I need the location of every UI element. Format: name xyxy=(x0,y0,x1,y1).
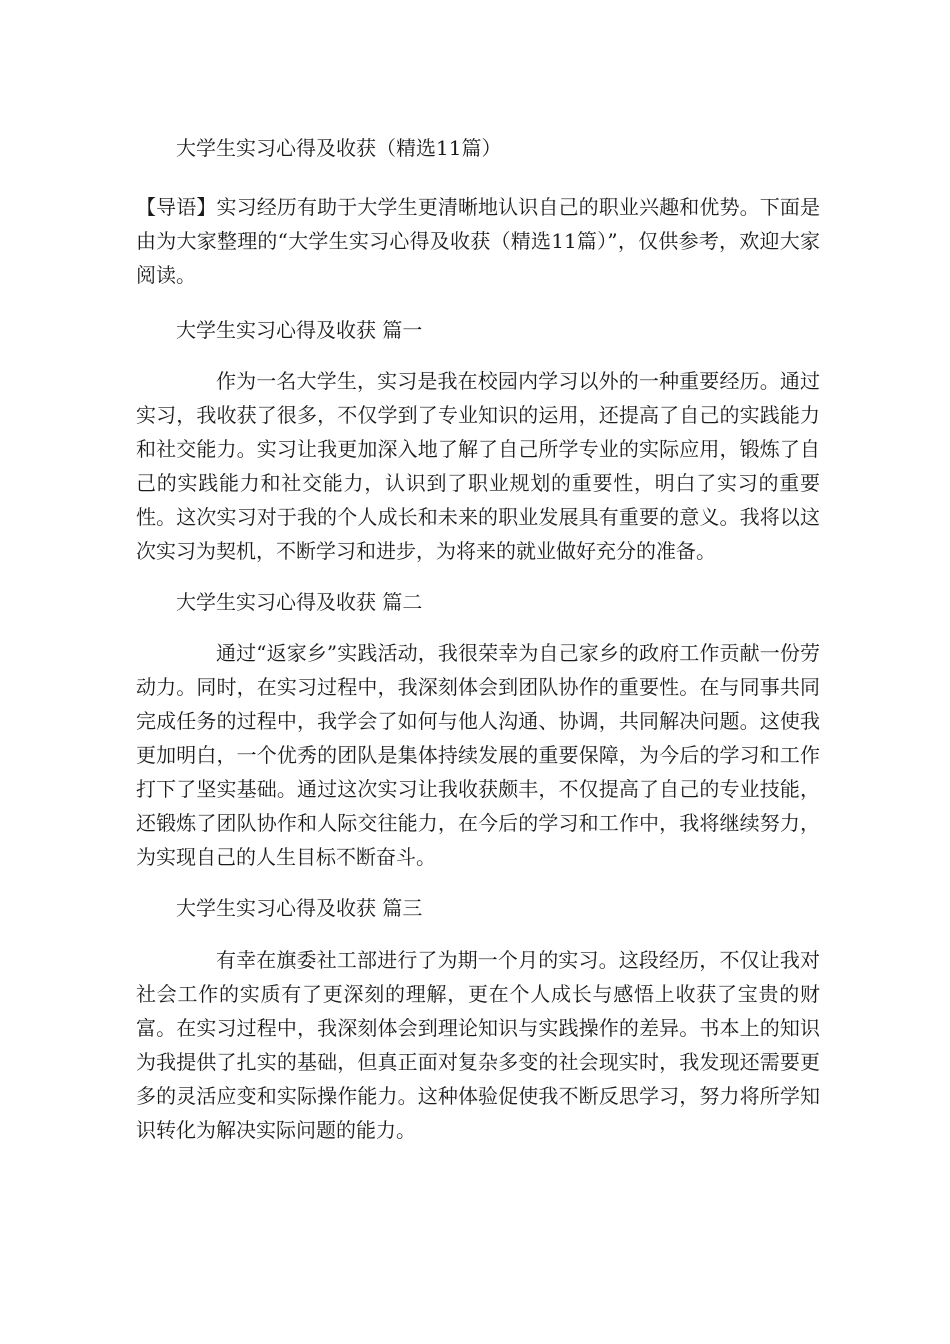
section-heading-2: 大学生实习心得及收获 篇二 xyxy=(176,590,423,614)
section-body-2: 通过“返家乡”实践活动，我很荣幸为自己家乡的政府工作贡献一份劳动力。同时，在实习过程中，我深刻体会到团队协作的重要性。在与同事共同完成任务的过程中，我学会了如何与他人沟通、协调，共同解决问题。这使我更加明白，一个优秀的团队是集体持续发展的重要保障，为今后的学习和工作打下了坚实基础。通过这次实习让我收获颇丰，不仅提高了自己的专业技能，还锻炼了团队协作和人际交往能力，在今后的学习和工作中，我将继续努力，为实现自己的人生目标不断奋斗。 xyxy=(136,641,820,869)
section-heading-1: 大学生实习心得及收获 篇一 xyxy=(176,318,423,342)
document-title: 大学生实习心得及收获（精选11篇） xyxy=(176,136,502,160)
section-body-3: 有幸在旗委社工部进行了为期一个月的实习。这段经历，不仅让我对社会工作的实质有了更深刻的理解，更在个人成长与感悟上收获了宝贵的财富。在实习过程中，我深刻体会到理论知识与实践操作的差异。书本上的知识为我提供了扎实的基础，但真正面对复杂多变的社会现实时，我发现还需要更多的灵活应变和实际操作能力。这种体验促使我不断反思学习，努力将所学知识转化为解决实际问题的能力。 xyxy=(136,948,820,1142)
section-heading-3: 大学生实习心得及收获 篇三 xyxy=(176,896,423,920)
section-body-1: 作为一名大学生，实习是我在校园内学习以外的一种重要经历。通过实习，我收获了很多，不仅学到了专业知识的运用，还提高了自己的实践能力和社交能力。实习让我更加深入地了解了自己所学专业的实际应用，锻炼了自己的实践能力和社交能力，认识到了职业规划的重要性，明白了实习的重要性。这次实习对于我的个人成长和未来的职业发展具有重要的意义。我将以这次实习为契机，不断学习和进步，为将来的就业做好充分的准备。 xyxy=(136,369,820,563)
intro-paragraph: 【导语】实习经历有助于大学生更清晰地认识自己的职业兴趣和优势。下面是由为大家整理的“大学生实习心得及收获（精选11篇）”，仅供参考，欢迎大家阅读。 xyxy=(136,195,820,287)
